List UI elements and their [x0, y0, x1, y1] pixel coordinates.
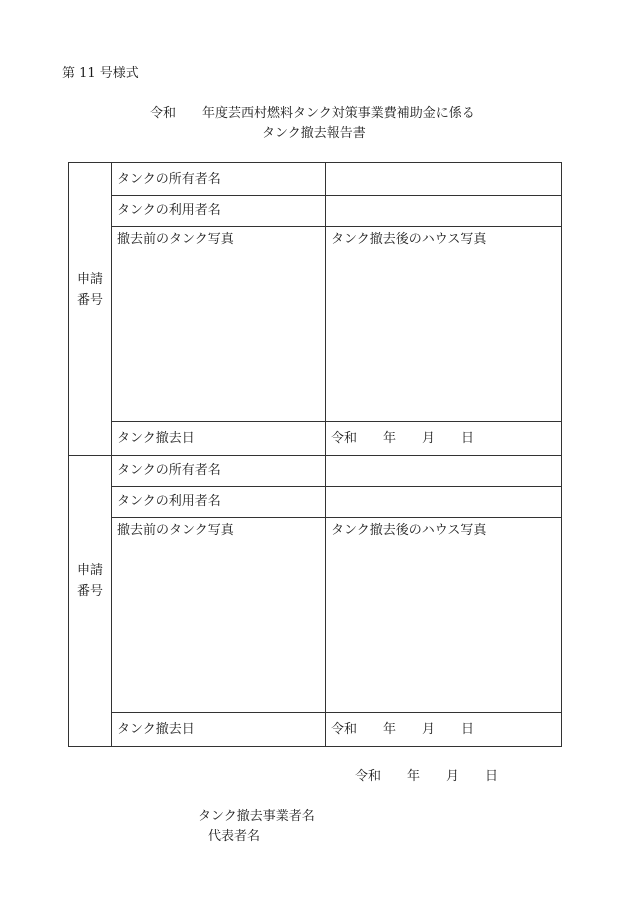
applicant-label-line-2: 番号 — [76, 584, 103, 599]
table-divider-horizontal — [111, 421, 561, 422]
owner-name-label: タンクの所有者名 — [117, 172, 221, 187]
photo-after-label: タンク撤去後のハウス写真 — [331, 232, 487, 247]
table-divider-horizontal — [111, 486, 561, 487]
representative-name-label: 代表者名 — [208, 829, 261, 844]
report-title-line-1: 令和 年度芸西村燃料タンク対策事業費補助金に係る — [150, 106, 475, 121]
table-section-divider — [69, 455, 561, 456]
table-divider-vertical-middle-1 — [325, 163, 326, 455]
removal-date-value: 令和 年 月 日 — [331, 431, 475, 446]
applicant-number-label — [69, 560, 111, 602]
report-table — [68, 162, 562, 747]
photo-before-label: 撤去前のタンク写真 — [117, 523, 234, 538]
applicant-label-line-2: 番号 — [76, 293, 103, 308]
table-divider-horizontal — [111, 226, 561, 227]
table-divider-vertical-middle-2 — [325, 455, 326, 746]
removal-date-label: タンク撤去日 — [117, 722, 195, 737]
table-divider-horizontal — [111, 195, 561, 196]
owner-name-label: タンクの所有者名 — [117, 463, 221, 478]
contractor-name-label: タンク撤去事業者名 — [198, 809, 315, 824]
user-name-label: タンクの利用者名 — [117, 494, 221, 509]
table-divider-horizontal — [111, 517, 561, 518]
photo-before-label: 撤去前のタンク写真 — [117, 232, 234, 247]
applicant-label-line-1: 申請 — [76, 563, 103, 578]
applicant-number-label — [69, 269, 111, 311]
removal-date-value: 令和 年 月 日 — [331, 722, 475, 737]
user-name-label: タンクの利用者名 — [117, 203, 221, 218]
photo-after-label: タンク撤去後のハウス写真 — [331, 523, 487, 538]
applicant-label-line-1: 申請 — [76, 272, 103, 287]
report-date: 令和 年 月 日 — [355, 769, 499, 784]
form-number: 第 11 号様式 — [62, 66, 139, 81]
removal-date-label: タンク撤去日 — [117, 431, 195, 446]
report-title-line-2: タンク撤去報告書 — [262, 126, 366, 141]
table-divider-horizontal — [111, 712, 561, 713]
